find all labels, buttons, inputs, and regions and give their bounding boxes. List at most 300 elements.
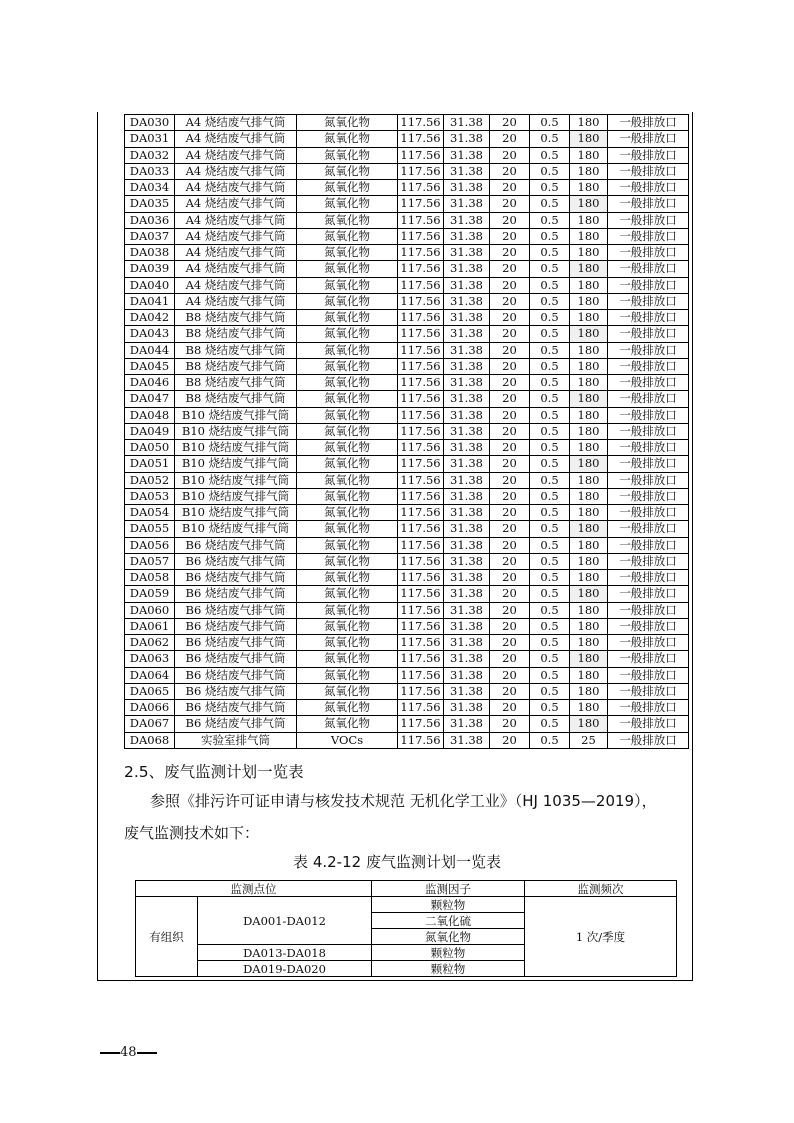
table-row [125, 310, 689, 326]
table-cell: 0.5 [530, 618, 570, 634]
table-cell: 117.56 [398, 635, 444, 651]
table-cell: 一般排放口 [608, 310, 689, 326]
table-cell: 0.5 [530, 488, 570, 504]
table-cell: 20 [490, 163, 530, 179]
table-cell: 31.38 [444, 586, 490, 602]
table-cell: 氮氧化物 [297, 277, 398, 293]
table-cell: DA033 [125, 163, 175, 179]
table-cell: DA065 [125, 683, 175, 699]
table-cell: DA064 [125, 667, 175, 683]
frequency-cell: 1 次/季度 [525, 897, 677, 977]
table-cell: 20 [490, 326, 530, 342]
table-cell: A4 烧结废气排气筒 [175, 212, 297, 228]
table-cell: 20 [490, 245, 530, 261]
table-cell: 一般排放口 [608, 537, 689, 553]
table-cell: B6 烧结废气排气筒 [175, 570, 297, 586]
table-cell: 31.38 [444, 488, 490, 504]
table-cell: A4 烧结废气排气筒 [175, 245, 297, 261]
table-cell: 117.56 [398, 521, 444, 537]
table-row [125, 423, 689, 439]
table-cell: 180 [570, 423, 608, 439]
table-cell: 一般排放口 [608, 228, 689, 244]
table-cell: 180 [570, 521, 608, 537]
table-cell: 0.5 [530, 635, 570, 651]
table-cell: A4 烧结废气排气筒 [175, 115, 297, 131]
table-cell: 20 [490, 212, 530, 228]
table-row [125, 358, 689, 374]
table-cell: 氮氧化物 [297, 310, 398, 326]
table-cell: 31.38 [444, 261, 490, 277]
table-cell: DA058 [125, 570, 175, 586]
table-cell: 180 [570, 310, 608, 326]
table-cell: 180 [570, 635, 608, 651]
table-cell: 氮氧化物 [297, 472, 398, 488]
table-row [125, 586, 689, 602]
table-cell: 180 [570, 570, 608, 586]
table-cell: DA048 [125, 407, 175, 423]
factor-cell: 颗粒物 [372, 945, 525, 961]
table-cell: 180 [570, 277, 608, 293]
table-cell: 0.5 [530, 521, 570, 537]
table-cell: 117.56 [398, 732, 444, 748]
table-cell: 0.5 [530, 245, 570, 261]
table-cell: 氮氧化物 [297, 700, 398, 716]
table-cell: 实验室排气筒 [175, 732, 297, 748]
table-cell: 117.56 [398, 115, 444, 131]
table-cell: 一般排放口 [608, 732, 689, 748]
table-cell: DA062 [125, 635, 175, 651]
table-cell: B6 烧结废气排气筒 [175, 602, 297, 618]
table-cell: 20 [490, 375, 530, 391]
table-cell: DA053 [125, 488, 175, 504]
table-cell: 氮氧化物 [297, 342, 398, 358]
table-cell: 氮氧化物 [297, 245, 398, 261]
table-cell: A4 烧结废气排气筒 [175, 180, 297, 196]
table-cell: 一般排放口 [608, 131, 689, 147]
header-monitoring-point: 监测点位 [136, 881, 372, 897]
table-cell: 180 [570, 553, 608, 569]
table-cell: 0.5 [530, 586, 570, 602]
table-cell: 0.5 [530, 602, 570, 618]
table-row [125, 391, 689, 407]
table-cell: 117.56 [398, 245, 444, 261]
table-cell: 31.38 [444, 440, 490, 456]
table-cell: 117.56 [398, 683, 444, 699]
table-cell: DA044 [125, 342, 175, 358]
table-row [125, 716, 689, 732]
table-cell: A4 烧结废气排气筒 [175, 277, 297, 293]
table-cell: 117.56 [398, 212, 444, 228]
table-cell: 180 [570, 683, 608, 699]
table-cell: B8 烧结废气排气筒 [175, 375, 297, 391]
table-cell: 0.5 [530, 326, 570, 342]
factor-cell: 二氧化硫 [372, 913, 525, 929]
table-row [125, 553, 689, 569]
table-cell: 20 [490, 570, 530, 586]
table-cell: 0.5 [530, 651, 570, 667]
table-cell: 20 [490, 293, 530, 309]
table-cell: 一般排放口 [608, 423, 689, 439]
table-cell: 一般排放口 [608, 245, 689, 261]
table-cell: 0.5 [530, 196, 570, 212]
table-cell: 氮氧化物 [297, 651, 398, 667]
table-cell: 20 [490, 261, 530, 277]
table-cell: B8 烧结废气排气筒 [175, 326, 297, 342]
table-row [125, 342, 689, 358]
header-monitoring-frequency: 监测频次 [525, 881, 677, 897]
table-cell: DA035 [125, 196, 175, 212]
table-cell: 氮氧化物 [297, 635, 398, 651]
table-cell: 31.38 [444, 277, 490, 293]
table-cell: DA032 [125, 147, 175, 163]
table-cell: 20 [490, 342, 530, 358]
table-cell: 31.38 [444, 716, 490, 732]
table-cell: 31.38 [444, 391, 490, 407]
table-cell: 一般排放口 [608, 521, 689, 537]
table-cell: A4 烧结废气排气筒 [175, 196, 297, 212]
table-cell: 117.56 [398, 602, 444, 618]
table-cell: 一般排放口 [608, 326, 689, 342]
table-cell: 20 [490, 521, 530, 537]
monitoring-row [136, 897, 677, 913]
table-caption: 表 4.2-12 废气监测计划一览表 [293, 853, 501, 871]
table-cell: 117.56 [398, 667, 444, 683]
table-cell: DA063 [125, 651, 175, 667]
table-cell: 一般排放口 [608, 472, 689, 488]
table-cell: 0.5 [530, 570, 570, 586]
table-cell: 氮氧化物 [297, 423, 398, 439]
table-cell: 20 [490, 651, 530, 667]
table-cell: 氮氧化物 [297, 180, 398, 196]
reference-paragraph-line2: 废气监测技术如下： [124, 824, 260, 842]
table-cell: 180 [570, 440, 608, 456]
page-number [100, 1045, 157, 1060]
table-cell: 氮氧化物 [297, 667, 398, 683]
table-row [125, 456, 689, 472]
table-cell: DA047 [125, 391, 175, 407]
table-cell: A4 烧结废气排气筒 [175, 163, 297, 179]
table-row [125, 375, 689, 391]
table-cell: A4 烧结废气排气筒 [175, 131, 297, 147]
table-cell: 20 [490, 683, 530, 699]
table-cell: 氮氧化物 [297, 212, 398, 228]
monitoring-header-row [136, 881, 677, 897]
table-cell: 一般排放口 [608, 700, 689, 716]
table-cell: 31.38 [444, 358, 490, 374]
table-cell: 0.5 [530, 407, 570, 423]
table-cell: 117.56 [398, 228, 444, 244]
table-row [125, 732, 689, 748]
section-heading: 2.5、废气监测计划一览表 [124, 763, 304, 781]
table-cell: 180 [570, 326, 608, 342]
table-row [125, 651, 689, 667]
table-row [125, 326, 689, 342]
table-cell: 一般排放口 [608, 488, 689, 504]
table-row [125, 212, 689, 228]
table-cell: 一般排放口 [608, 667, 689, 683]
table-cell: 31.38 [444, 635, 490, 651]
table-cell: 0.5 [530, 683, 570, 699]
table-cell: 20 [490, 456, 530, 472]
table-cell: B6 烧结废气排气筒 [175, 651, 297, 667]
table-cell: 0.5 [530, 667, 570, 683]
table-cell: DA031 [125, 131, 175, 147]
table-cell: 一般排放口 [608, 196, 689, 212]
table-cell: 31.38 [444, 732, 490, 748]
table-cell: B6 烧结废气排气筒 [175, 553, 297, 569]
table-cell: B10 烧结废气排气筒 [175, 407, 297, 423]
table-cell: 20 [490, 667, 530, 683]
table-cell: DA066 [125, 700, 175, 716]
table-cell: 31.38 [444, 228, 490, 244]
table-cell: 31.38 [444, 667, 490, 683]
table-cell: A4 烧结废气排气筒 [175, 147, 297, 163]
table-row [125, 440, 689, 456]
table-cell: 氮氧化物 [297, 147, 398, 163]
table-cell: 180 [570, 586, 608, 602]
table-cell: DA061 [125, 618, 175, 634]
table-cell: 31.38 [444, 456, 490, 472]
table-cell: 一般排放口 [608, 456, 689, 472]
table-cell: 180 [570, 196, 608, 212]
table-row [125, 131, 689, 147]
table-cell: 117.56 [398, 358, 444, 374]
table-cell: 25 [570, 732, 608, 748]
table-cell: 117.56 [398, 196, 444, 212]
table-cell: 180 [570, 147, 608, 163]
table-cell: 117.56 [398, 163, 444, 179]
table-cell: 180 [570, 342, 608, 358]
table-cell: B6 烧结废气排气筒 [175, 618, 297, 634]
table-cell: 20 [490, 472, 530, 488]
table-cell: 31.38 [444, 326, 490, 342]
table-cell: 一般排放口 [608, 163, 689, 179]
table-cell: 一般排放口 [608, 391, 689, 407]
table-cell: B6 烧结废气排气筒 [175, 667, 297, 683]
table-cell: 117.56 [398, 618, 444, 634]
table-cell: 117.56 [398, 456, 444, 472]
table-row [125, 228, 689, 244]
table-cell: DA040 [125, 277, 175, 293]
table-row [125, 700, 689, 716]
table-cell: 117.56 [398, 586, 444, 602]
table-cell: B6 烧结废气排气筒 [175, 716, 297, 732]
table-cell: DA057 [125, 553, 175, 569]
table-cell: DA030 [125, 115, 175, 131]
header-monitoring-factor: 监测因子 [372, 881, 525, 897]
table-cell: 117.56 [398, 553, 444, 569]
factor-cell: 颗粒物 [372, 961, 525, 977]
table-cell: 0.5 [530, 505, 570, 521]
table-row [125, 537, 689, 553]
table-cell: 180 [570, 293, 608, 309]
table-cell: B6 烧结废气排气筒 [175, 635, 297, 651]
point-cell: DA013-DA018 [198, 945, 372, 961]
table-cell: 180 [570, 651, 608, 667]
table-cell: B6 烧结废气排气筒 [175, 586, 297, 602]
table-cell: 20 [490, 310, 530, 326]
table-cell: 117.56 [398, 261, 444, 277]
table-cell: 0.5 [530, 423, 570, 439]
table-cell: 0.5 [530, 553, 570, 569]
table-cell: 117.56 [398, 375, 444, 391]
table-cell: 一般排放口 [608, 342, 689, 358]
table-cell: B8 烧结废气排气筒 [175, 342, 297, 358]
category-cell: 有组织 [136, 897, 198, 977]
table-cell: 氮氧化物 [297, 407, 398, 423]
table-cell: 20 [490, 537, 530, 553]
table-cell: 20 [490, 180, 530, 196]
table-cell: B8 烧结废气排气筒 [175, 391, 297, 407]
table-cell: 180 [570, 163, 608, 179]
table-cell: DA055 [125, 521, 175, 537]
table-cell: 180 [570, 228, 608, 244]
table-cell: 0.5 [530, 342, 570, 358]
table-row [125, 618, 689, 634]
table-cell: 一般排放口 [608, 358, 689, 374]
table-cell: 180 [570, 602, 608, 618]
table-cell: 0.5 [530, 700, 570, 716]
table-cell: B8 烧结废气排气筒 [175, 358, 297, 374]
table-cell: 一般排放口 [608, 651, 689, 667]
table-cell: 117.56 [398, 131, 444, 147]
table-cell: 氮氧化物 [297, 570, 398, 586]
table-cell: 31.38 [444, 618, 490, 634]
table-row [125, 147, 689, 163]
table-cell: 0.5 [530, 537, 570, 553]
table-cell: 氮氧化物 [297, 293, 398, 309]
page-number-text: 48 [120, 1045, 137, 1060]
table-cell: 氮氧化物 [297, 115, 398, 131]
table-cell: 31.38 [444, 310, 490, 326]
table-cell: 31.38 [444, 505, 490, 521]
table-cell: DA042 [125, 310, 175, 326]
table-cell: 31.38 [444, 553, 490, 569]
table-cell: 180 [570, 212, 608, 228]
table-cell: 氮氧化物 [297, 505, 398, 521]
dash-left [100, 1052, 120, 1054]
table-row [125, 261, 689, 277]
table-cell: 117.56 [398, 391, 444, 407]
table-cell: 180 [570, 261, 608, 277]
table-cell: 0.5 [530, 716, 570, 732]
table-cell: 117.56 [398, 147, 444, 163]
table-row [125, 163, 689, 179]
table-cell: 0.5 [530, 440, 570, 456]
table-row [125, 488, 689, 504]
table-row [125, 602, 689, 618]
table-cell: DA050 [125, 440, 175, 456]
table-cell: 20 [490, 440, 530, 456]
table-cell: 20 [490, 131, 530, 147]
table-row [125, 115, 689, 131]
table-cell: 31.38 [444, 537, 490, 553]
table-cell: 117.56 [398, 651, 444, 667]
table-cell: 氮氧化物 [297, 521, 398, 537]
table-cell: 氮氧化物 [297, 228, 398, 244]
table-cell: DA046 [125, 375, 175, 391]
table-cell: 氮氧化物 [297, 358, 398, 374]
table-row [125, 472, 689, 488]
table-cell: 20 [490, 423, 530, 439]
table-cell: 氮氧化物 [297, 586, 398, 602]
table-cell: 31.38 [444, 342, 490, 358]
table-cell: 117.56 [398, 277, 444, 293]
table-cell: 氮氧化物 [297, 261, 398, 277]
table-cell: 117.56 [398, 342, 444, 358]
table-cell: DA036 [125, 212, 175, 228]
table-row [125, 293, 689, 309]
table-cell: 180 [570, 505, 608, 521]
table-cell: 0.5 [530, 228, 570, 244]
table-cell: 31.38 [444, 131, 490, 147]
table-cell: 20 [490, 716, 530, 732]
table-cell: 20 [490, 358, 530, 374]
emission-outlet-table [124, 114, 689, 749]
table-row [125, 635, 689, 651]
table-cell: 31.38 [444, 407, 490, 423]
table-cell: 20 [490, 147, 530, 163]
table-cell: 0.5 [530, 732, 570, 748]
table-cell: B10 烧结废气排气筒 [175, 472, 297, 488]
table-cell: 0.5 [530, 293, 570, 309]
table-cell: 31.38 [444, 472, 490, 488]
reference-paragraph-line1: 参照《排污许可证申请与核发技术规范 无机化学工业》（HJ 1035—2019）， [150, 792, 657, 810]
table-cell: 一般排放口 [608, 261, 689, 277]
table-row [125, 521, 689, 537]
table-cell: 117.56 [398, 326, 444, 342]
table-cell: 氮氧化物 [297, 375, 398, 391]
table-cell: 20 [490, 618, 530, 634]
table-cell: 180 [570, 391, 608, 407]
table-cell: 117.56 [398, 293, 444, 309]
table-cell: 20 [490, 700, 530, 716]
table-cell: 31.38 [444, 245, 490, 261]
table-cell: DA052 [125, 472, 175, 488]
table-cell: 氮氧化物 [297, 163, 398, 179]
table-cell: 31.38 [444, 651, 490, 667]
table-cell: 31.38 [444, 180, 490, 196]
table-cell: 117.56 [398, 180, 444, 196]
point-cell: DA019-DA020 [198, 961, 372, 977]
table-cell: 180 [570, 472, 608, 488]
table-cell: 氮氧化物 [297, 553, 398, 569]
table-cell: 20 [490, 635, 530, 651]
table-cell: DA038 [125, 245, 175, 261]
table-cell: 180 [570, 700, 608, 716]
table-cell: DA043 [125, 326, 175, 342]
table-cell: 180 [570, 488, 608, 504]
table-cell: 氮氧化物 [297, 537, 398, 553]
table-cell: 20 [490, 115, 530, 131]
table-cell: B8 烧结废气排气筒 [175, 310, 297, 326]
table-cell: 180 [570, 537, 608, 553]
table-cell: 31.38 [444, 163, 490, 179]
table-cell: 117.56 [398, 423, 444, 439]
table-cell: 20 [490, 586, 530, 602]
table-cell: DA034 [125, 180, 175, 196]
table-cell: DA049 [125, 423, 175, 439]
table-cell: 117.56 [398, 440, 444, 456]
table-cell: 0.5 [530, 115, 570, 131]
table-cell: 180 [570, 358, 608, 374]
table-cell: 氮氧化物 [297, 326, 398, 342]
table-cell: DA068 [125, 732, 175, 748]
table-cell: 一般排放口 [608, 375, 689, 391]
table-cell: B10 烧结废气排气筒 [175, 488, 297, 504]
table-cell: 氮氧化物 [297, 716, 398, 732]
table-cell: 0.5 [530, 147, 570, 163]
